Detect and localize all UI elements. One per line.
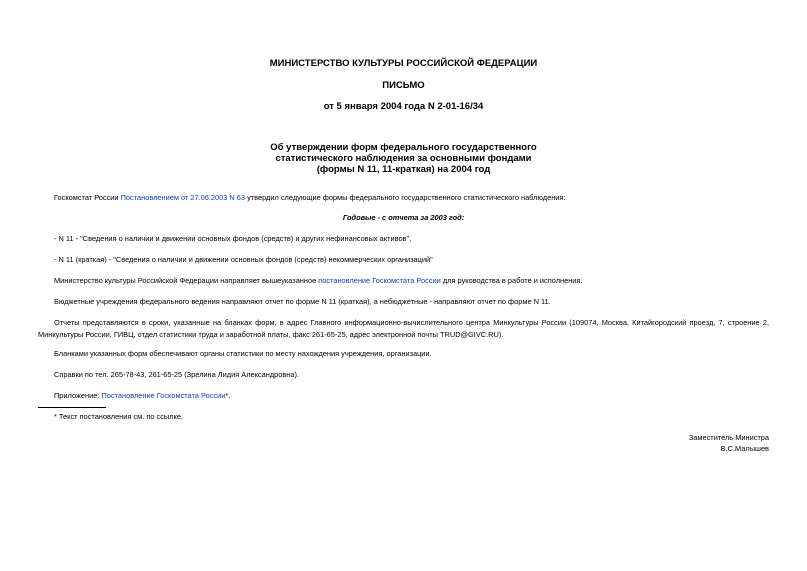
document-title-line-2: статистического наблюдения за основными фондами [275, 153, 532, 164]
form-n11-item: - N 11 - "Сведения о наличии и движении основных фондов (средств) и других нефинансовых активов", [54, 234, 412, 243]
paragraph-ministry [38, 275, 769, 287]
document-type: ПИСЬМО [382, 80, 425, 91]
appendix-footnote-mark: *. [225, 391, 231, 400]
paragraph-reports: Отчеты представляются в сроки, указанные на бланках форм, в адрес Главного информационно-вычислительного центра Минкультуры России (109074, Москва, Китайгородский проезд, 7, строение 2, Минкультуры России, ГИВЦ, отдел статистики труда и заработной платы, факс 261-65-25, адрес электронной почты TRUD@GIVC.RU). [38, 318, 769, 339]
paragraph-blanks: Бланками указанных форм обеспечивают органы статистики по месту нахождения учреждения, организации. [54, 349, 432, 358]
annual-forms-heading: Годовые - с отчета за 2003 год: [342, 213, 465, 222]
paragraph-goskomstat [38, 192, 769, 204]
document-date-number: от 5 января 2004 года N 2-01-16/34 [323, 101, 484, 112]
paragraph-budget: Бюджетные учреждения федерального ведения направляют отчет по форме N 11 (краткая), а небюджетные - направляют отчет по форме N 11. [54, 297, 551, 306]
document-title-line-1: Об утверждении форм федерального государственного [270, 142, 537, 153]
document-title-line-3: (формы N 11, 11-краткая) на 2004 год [316, 164, 491, 175]
signature-position: Заместитель Министра [688, 433, 769, 442]
paragraph-ministry-text-after: для руководства в работе и исполнения. [440, 276, 583, 285]
paragraph-contacts: Справки по тел. 265-78-43, 261-65-25 (Зрелина Лидия Александровна). [54, 370, 299, 379]
paragraph-goskomstat-text-before: Госкомстат России [54, 193, 121, 202]
form-n11-short-item: - N 11 (краткая) - "Сведения о наличии и движении основных фондов (средств) некоммерческих организаций" [54, 255, 433, 264]
footnote-text: * Текст постановления см. по ссылке. [54, 412, 183, 421]
footnote-divider [38, 407, 106, 408]
ministry-heading: МИНИСТЕРСТВО КУЛЬТУРЫ РОССИЙСКОЙ ФЕДЕРАЦИИ [269, 58, 538, 69]
paragraph-ministry-text-before: Министерство культуры Российской Федерации направляет вышеуказанное [54, 276, 319, 285]
signature-name: В.С.Малышев [720, 444, 769, 453]
appendix-label: Приложение: [54, 391, 102, 400]
resolution-link[interactable]: Постановлением от 27.06.2003 N 63 [120, 193, 246, 202]
paragraph-goskomstat-text-after: утвердил следующие формы федерального государственного статистического наблюдения: [245, 193, 566, 202]
appendix-resolution-link[interactable]: Постановление Госкомстата России [101, 391, 226, 400]
goskomstat-resolution-link[interactable]: постановление Госкомстата России [318, 276, 441, 285]
paragraph-appendix [38, 390, 769, 402]
